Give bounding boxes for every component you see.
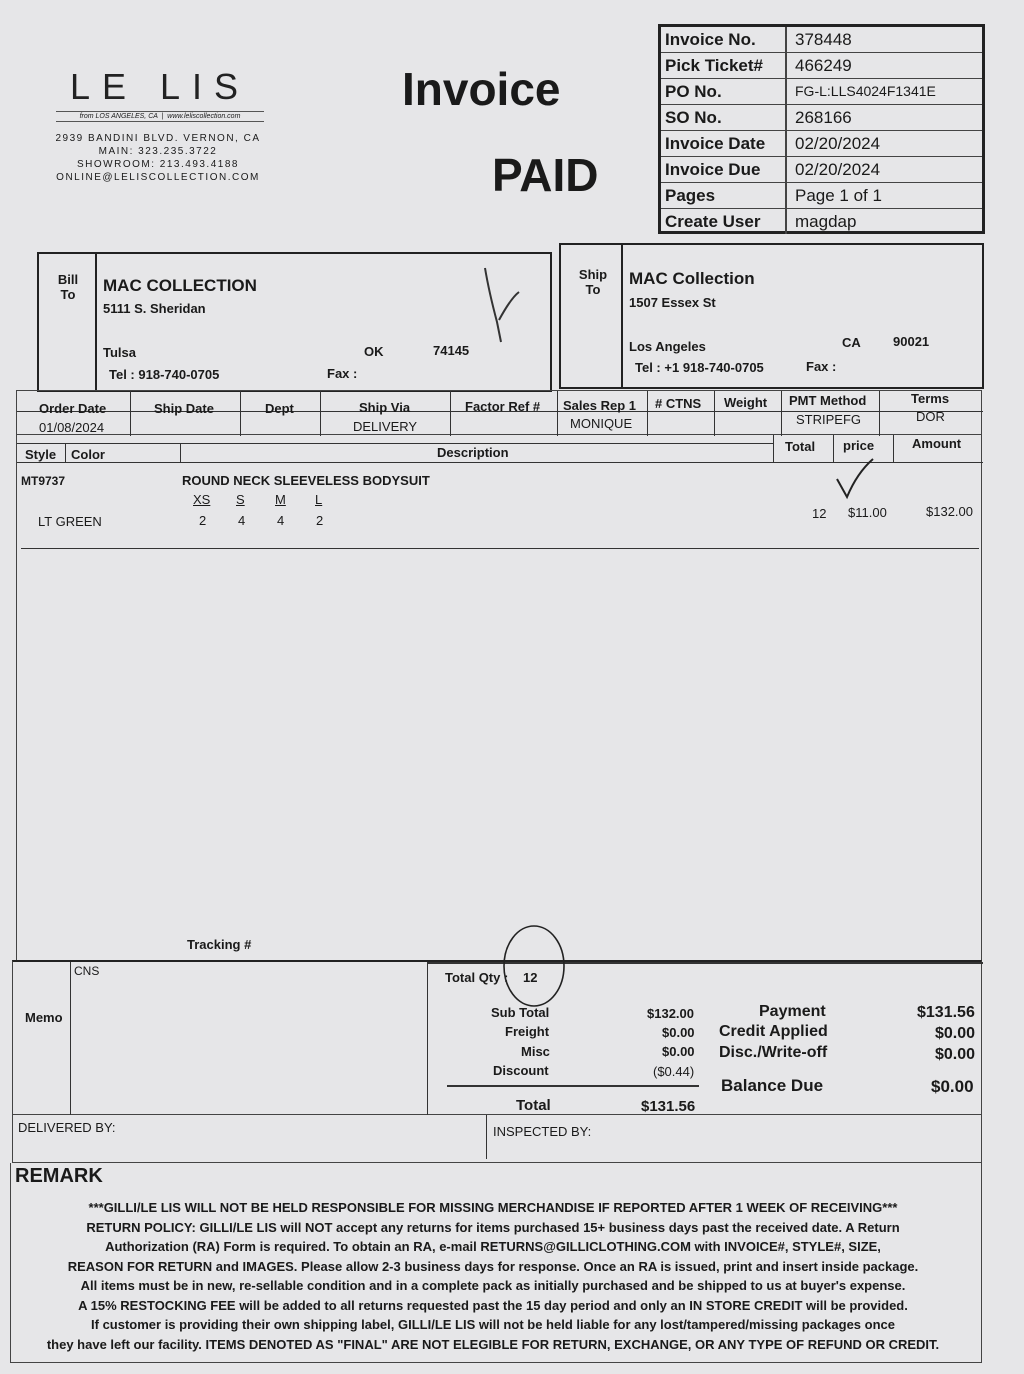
weight-header: Weight [724,395,768,410]
size-qty: 2 [199,513,207,528]
ship-to-tag: Ship To [578,267,608,297]
ship-to-divider [621,245,623,387]
description-header: Description [437,445,509,460]
tel-value: +1 918-740-0705 [664,360,764,375]
bill-to-name: MAC COLLECTION [103,276,257,295]
size-label: M [275,492,286,507]
size-qty: 4 [277,513,285,528]
info-row [661,27,982,53]
info-row [661,79,982,105]
tel-value: 918-740-0705 [138,367,220,382]
tracking-label: Tracking # [187,937,252,952]
dept-header: Dept [265,401,294,416]
info-label: SO No. [661,105,787,130]
disc-writeoff-label: Disc./Write-off [719,1044,828,1061]
info-label: Pages [661,183,787,208]
misc-value: $0.00 [662,1044,695,1059]
info-value: 378448 [795,30,852,49]
size-label: L [315,492,323,507]
credit-applied-value: $0.00 [935,1025,976,1042]
ship-to-street: 1507 Essex St [629,295,716,310]
balance-due-label: Balance Due [721,1076,824,1095]
info-row [661,53,982,79]
bill-to-divider [95,254,97,390]
company-email: ONLINE@LELISCOLLECTION.COM [56,172,260,183]
info-value: 466249 [795,56,852,75]
company-logo: LE LIS [70,66,251,107]
info-value: magdap [795,212,857,231]
info-label: Invoice Date [661,131,787,156]
item-amount: $132.00 [926,504,973,519]
tel-label: Tel : [109,367,135,382]
remark-line: ***GILLI/LE LIS WILL NOT BE HELD RESPONSIBLE FOR MISSING MERCHANDISE IF REPORTED AFTER 1 WEEK OF RECEIVING*** [88,1200,898,1215]
total-qty-label: Total Qty : [445,970,509,985]
pmt-method-value: STRIPEFG [796,412,862,427]
order-info-strip [16,390,982,435]
ship-to-fax-label: Fax : [806,359,837,374]
balance-due-value: $0.00 [931,1077,974,1096]
info-row [661,157,982,183]
info-value: 02/20/2024 [795,160,881,179]
payment-value: $131.56 [917,1004,975,1021]
size-label: S [236,492,245,507]
bill-to-street: 5111 S. Sheridan [103,301,206,316]
circled-annotation [498,918,570,1010]
ship-to-city: Los Angeles [629,339,706,354]
company-address: 2939 BANDINI BLVD. VERNON, CA [55,133,261,144]
summary-section [12,960,982,1115]
bill-to-zip: 74145 [433,343,470,358]
tel-label: Tel : [635,360,661,375]
delivered-by-label: DELIVERED BY: [18,1120,116,1135]
freight-label: Freight [505,1024,550,1039]
sub-total-value: $132.00 [647,1006,694,1021]
remark-text [12,1198,974,1354]
bill-to-tag: Bill To [57,272,79,302]
info-value: FG-L:LLS4024F1341E [795,83,936,99]
sales-rep-value: MONIQUE [570,416,633,431]
memo-value: CNS [74,964,100,978]
info-value: 02/20/2024 [795,134,881,153]
remark-line: A 15% RESTOCKING FEE will be added to all returns requested past the 15 day period and only an IN STORE CREDIT will be provided. [78,1297,908,1313]
total-label: Total [516,1097,551,1114]
ship-date-header: Ship Date [154,401,214,416]
ship-to-tel [635,360,764,375]
ship-to-box [559,243,984,389]
ship-to-zip: 90021 [893,334,930,349]
order-date-header: Order Date [39,401,107,416]
color-header: Color [71,447,105,462]
document-title: Invoice [402,63,561,115]
info-row [661,183,982,209]
logo-website: www.leliscollection.com [167,113,241,120]
info-value: Page 1 of 1 [795,186,882,205]
signoff-row [12,1115,982,1163]
info-row [661,209,982,234]
size-qty: 4 [238,513,246,528]
terms-value: DOR [916,409,945,424]
info-label: Invoice Due [661,157,787,182]
remark-line: REASON FOR RETURN and IMAGES. Please allow 2-3 business days for response. Once an RA is issued, print and insert inside package. [67,1258,919,1274]
ship-to-name: MAC Collection [629,269,755,288]
total-header: Total [785,439,816,454]
style-header: Style [25,447,57,462]
item-color: LT GREEN [38,514,102,529]
bill-to-fax-label: Fax : [327,366,358,381]
item-style: MT9737 [21,474,66,488]
handwritten-mark [477,262,525,346]
bill-to-state: OK [364,344,384,359]
ctns-header: # CTNS [655,396,702,411]
info-label: Pick Ticket# [661,53,787,78]
inspected-by-label: INSPECTED BY: [493,1124,592,1139]
ship-via-header: Ship Via [359,400,411,415]
size-label: XS [193,492,211,507]
info-label: Create User [661,209,787,234]
remark-line: RETURN POLICY: GILLI/LE LIS will NOT accept any returns for items purchased 15+ business days past the received date. A Return [86,1219,900,1235]
payment-label: Payment [759,1003,826,1020]
item-price: $11.00 [848,505,887,520]
ship-to-state: CA [842,335,861,350]
order-date-value: 01/08/2024 [39,420,105,435]
remark-title: REMARK [15,1165,103,1187]
price-header: price [843,438,875,453]
bill-to-box [37,252,552,392]
company-logo-tagline: from LOS ANGELES, CA | www.leliscollection.com [56,111,264,122]
discount-value: ($0.44) [653,1064,695,1079]
company-main-phone: MAIN: 323.235.3722 [98,146,218,157]
remark-line: If customer is providing their own shipping label, GILLI/LE LIS will not be held liable for any lost/tampered/missing packages once [91,1317,895,1332]
total-qty-value: 12 [523,970,538,985]
info-row [661,131,982,157]
bill-to-city: Tulsa [103,345,136,360]
size-qty: 2 [316,513,324,528]
sub-total-label: Sub Total [491,1005,550,1020]
disc-writeoff-value: $0.00 [935,1046,976,1063]
memo-label: Memo [25,1010,63,1025]
info-row [661,105,982,131]
factor-ref-header: Factor Ref # [465,399,541,414]
company-showroom-phone: SHOWROOM: 213.493.4188 [77,159,239,170]
checkmark-icon [835,455,875,501]
paid-stamp: PAID [492,149,599,201]
invoice-info-box [658,24,985,234]
logo-origin: from LOS ANGELES, CA [79,113,158,120]
amount-header: Amount [912,436,962,451]
remark-line: they have left our facility. ITEMS DENOTED AS "FINAL" ARE NOT ELEGIBLE FOR RETURN, EXCHANGE, OR ANY TYPE OF REFUND OR CREDIT. [46,1336,940,1352]
sales-rep-header: Sales Rep 1 [563,398,636,413]
credit-applied-label: Credit Applied [719,1023,828,1040]
discount-label: Discount [493,1063,549,1078]
terms-header: Terms [911,391,950,406]
ship-via-value: DELIVERY [353,419,418,434]
misc-label: Misc [521,1044,550,1059]
pmt-method-header: PMT Method [789,393,867,408]
item-total-qty: 12 [812,506,827,521]
item-description: ROUND NECK SLEEVELESS BODYSUIT [182,473,430,488]
remark-line: All items must be in new, re-sellable condition and in a complete pack as initially purchased and be shipped to us at buyer's expense. [80,1278,906,1293]
info-label: PO No. [661,79,787,104]
bill-to-tel [109,367,219,382]
info-value: 268166 [795,108,852,127]
remark-line: Authorization (RA) Form is required. To obtain an RA, e-mail RETURNS@GILLICLOTHING.COM with INVOICE#, STYLE#, SIZE, [105,1239,881,1254]
freight-value: $0.00 [662,1025,695,1040]
total-value: $131.56 [641,1098,696,1115]
info-label: Invoice No. [661,27,787,52]
items-table [16,435,982,960]
